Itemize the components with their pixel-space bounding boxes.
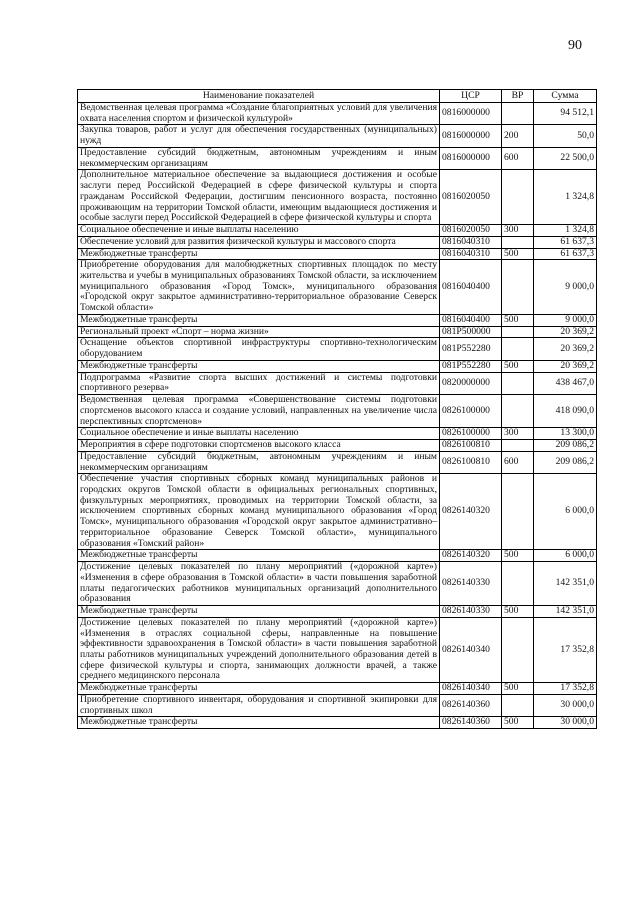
table-row [78,562,597,606]
table-row [78,125,597,147]
cell-name: Дополнительное материальное обеспечение за выдающиеся достижения и особые заслуги перед Российской Федерацией в сфере физической культуры и спорта гражданам Российской Федерации, достигшим пенсионного возраста, постоянно проживающим на территории Томской области, имеющим выдающиеся достижения и особые заслуги перед Российской Федерацией в сфере физической культуры и спорта [78,170,440,225]
cell-sum: 61 637,3 [534,248,597,260]
cell-name: Достижение целевых показателей по плану мероприятий («дорожной карте») «Изменения в отраслях социальной сферы, направленные на повышение эффективности здравоохранения в Томской области» в части повышения заработной платы работников муниципальных учреждений дополнительного образования детей в сфере физической культуры и спорта, занимающих должности врачей, а также среднего медицинского персонала [78,617,440,682]
table-row [78,694,597,716]
cell-vr: 500 [502,717,534,729]
table-row [78,170,597,225]
cell-vr [502,440,534,452]
table-row [78,440,597,452]
cell-code: 0826100000 [440,428,502,440]
cell-sum: 20 369,2 [534,338,597,360]
cell-sum: 61 637,3 [534,236,597,248]
cell-name: Межбюджетные трансферты [78,606,440,618]
cell-name: Региональный проект «Спорт – норма жизни» [78,326,440,338]
cell-sum: 9 000,0 [534,260,597,315]
cell-name: Межбюджетные трансферты [78,248,440,260]
cell-code: 0826100000 [440,395,502,428]
cell-code: 0826140340 [440,683,502,695]
cell-sum: 418 090,0 [534,395,597,428]
cell-code: 0826140360 [440,694,502,716]
cell-vr: 600 [502,147,534,169]
cell-name: Ведомственная целевая программа «Совершенствование системы подготовки спортсменов высокого класса и создание условий, направленных на увеличение числа перспективных спортсменов» [78,395,440,428]
cell-code: 081P552280 [440,338,502,360]
cell-sum: 142 351,0 [534,562,597,606]
cell-vr: 200 [502,125,534,147]
cell-name: Обеспечение условий для развития физической культуры и массового спорта [78,236,440,248]
cell-code: 0816000000 [440,103,502,125]
cell-sum: 6 000,0 [534,474,597,550]
cell-code: 081P552280 [440,360,502,372]
cell-sum: 13 300,0 [534,428,597,440]
cell-code: 081P500000 [440,326,502,338]
cell-name: Приобретение спортивного инвентаря, оборудования и спортивной экипировки для спортивных школ [78,694,440,716]
cell-code: 0826140330 [440,562,502,606]
table-row [78,617,597,682]
page-number: 90 [568,38,582,53]
cell-vr: 500 [502,248,534,260]
cell-vr: 500 [502,314,534,326]
cell-code: 0826140320 [440,550,502,562]
cell-sum: 438 467,0 [534,372,597,394]
cell-sum: 30 000,0 [534,717,597,729]
table-row [78,260,597,315]
cell-vr [502,170,534,225]
cell-name: Социальное обеспечение и иные выплаты населению [78,225,440,237]
cell-sum: 9 000,0 [534,314,597,326]
cell-name: Социальное обеспечение и иные выплаты населению [78,428,440,440]
cell-name: Предоставление субсидий бюджетным, автономным учреждениям и иным некоммерческим организациям [78,147,440,169]
cell-name: Обеспечение участия спортивных сборных команд муниципальных районов и городских округов Томской области в официальных региональных спортивных, физкультурных мероприятиях, проводимых на территории Томской области, за исключением спортивных сборных команд муниципального образования «Город Томск», муниципального образования «Городской округ закрытое административно–территориальное образование Северск Томской области», муниципального образования «Томский район» [78,474,440,550]
cell-sum: 1 324,8 [534,225,597,237]
cell-sum: 94 512,1 [534,103,597,125]
cell-name: Межбюджетные трансферты [78,360,440,372]
cell-name: Мероприятия в сфере подготовки спортсменов высокого класса [78,440,440,452]
cell-vr [502,103,534,125]
table-row [78,550,597,562]
cell-vr: 300 [502,428,534,440]
table-row [78,147,597,169]
cell-sum: 209 086,2 [534,451,597,473]
table-header-row [78,90,597,103]
cell-vr [502,260,534,315]
cell-name: Межбюджетные трансферты [78,717,440,729]
cell-vr [502,326,534,338]
table-row [78,314,597,326]
cell-name: Межбюджетные трансферты [78,314,440,326]
cell-sum: 17 352,8 [534,617,597,682]
table-row [78,395,597,428]
cell-code: 0816040310 [440,248,502,260]
table-row [78,103,597,125]
table-row [78,360,597,372]
cell-name: Предоставление субсидий бюджетным, автономным учреждениям и иным некоммерческим организациям [78,451,440,473]
cell-name: Достижение целевых показателей по плану мероприятий («дорожной карте») «Изменения в сфере образования в Томской области» в части повышения заработной платы педагогических работников муниципальных организаций дополнительного образования [78,562,440,606]
budget-table [77,89,597,729]
cell-vr [502,474,534,550]
cell-name: Подпрограмма «Развитие спорта высших достижений и системы подготовки спортивного резерва» [78,372,440,394]
cell-code: 0826100810 [440,440,502,452]
cell-name: Оснащение объектов спортивной инфраструктуры спортивно-технологическим оборудованием [78,338,440,360]
cell-code: 0816040400 [440,314,502,326]
cell-sum: 50,0 [534,125,597,147]
table-row [78,338,597,360]
table-row [78,225,597,237]
table-row [78,428,597,440]
cell-code: 0826140360 [440,717,502,729]
cell-code: 0816000000 [440,147,502,169]
cell-vr [502,617,534,682]
cell-vr: 500 [502,683,534,695]
cell-vr [502,236,534,248]
header-code: ЦСР [440,90,502,103]
cell-vr: 500 [502,550,534,562]
cell-vr [502,338,534,360]
cell-name: Межбюджетные трансферты [78,683,440,695]
cell-sum: 17 352,8 [534,683,597,695]
table-row [78,326,597,338]
cell-code: 0826140340 [440,617,502,682]
cell-sum: 142 351,0 [534,606,597,618]
table-row [78,474,597,550]
cell-sum: 20 369,2 [534,360,597,372]
header-name: Наименование показателей [78,90,440,103]
cell-vr: 300 [502,225,534,237]
cell-vr [502,372,534,394]
cell-name: Закупка товаров, работ и услуг для обеспечения государственных (муниципальных) нужд [78,125,440,147]
cell-vr [502,395,534,428]
cell-sum: 20 369,2 [534,326,597,338]
cell-code: 0816040400 [440,260,502,315]
cell-name: Приобретение оборудования для малобюджетных спортивных площадок по месту жительства и учебы в муниципальных образованиях Томской области, за исключением муниципального образования «Город Томск», муниципального образования «Городской округ закрытое административно-территориальное образование Северск Томской области» [78,260,440,315]
cell-code: 0816040310 [440,236,502,248]
table-body [78,103,597,729]
cell-code: 0816020050 [440,225,502,237]
cell-name: Межбюджетные трансферты [78,550,440,562]
cell-sum: 6 000,0 [534,550,597,562]
cell-name: Ведомственная целевая программа «Создание благоприятных условий для увеличения охвата населения спортом и физической культурой» [78,103,440,125]
cell-code: 0820000000 [440,372,502,394]
header-sum: Сумма [534,90,597,103]
cell-sum: 22 500,0 [534,147,597,169]
table-row [78,451,597,473]
cell-vr: 600 [502,451,534,473]
table-row [78,236,597,248]
header-vr: ВР [502,90,534,103]
cell-code: 0826100810 [440,451,502,473]
cell-sum: 30 000,0 [534,694,597,716]
cell-code: 0826140330 [440,606,502,618]
cell-vr: 500 [502,606,534,618]
cell-code: 0816000000 [440,125,502,147]
table-row [78,248,597,260]
cell-sum: 209 086,2 [534,440,597,452]
cell-code: 0826140320 [440,474,502,550]
table-row [78,717,597,729]
table-row [78,606,597,618]
cell-vr: 500 [502,360,534,372]
cell-sum: 1 324,8 [534,170,597,225]
table-row [78,683,597,695]
cell-vr [502,562,534,606]
cell-code: 0816020050 [440,170,502,225]
table-row [78,372,597,394]
cell-vr [502,694,534,716]
